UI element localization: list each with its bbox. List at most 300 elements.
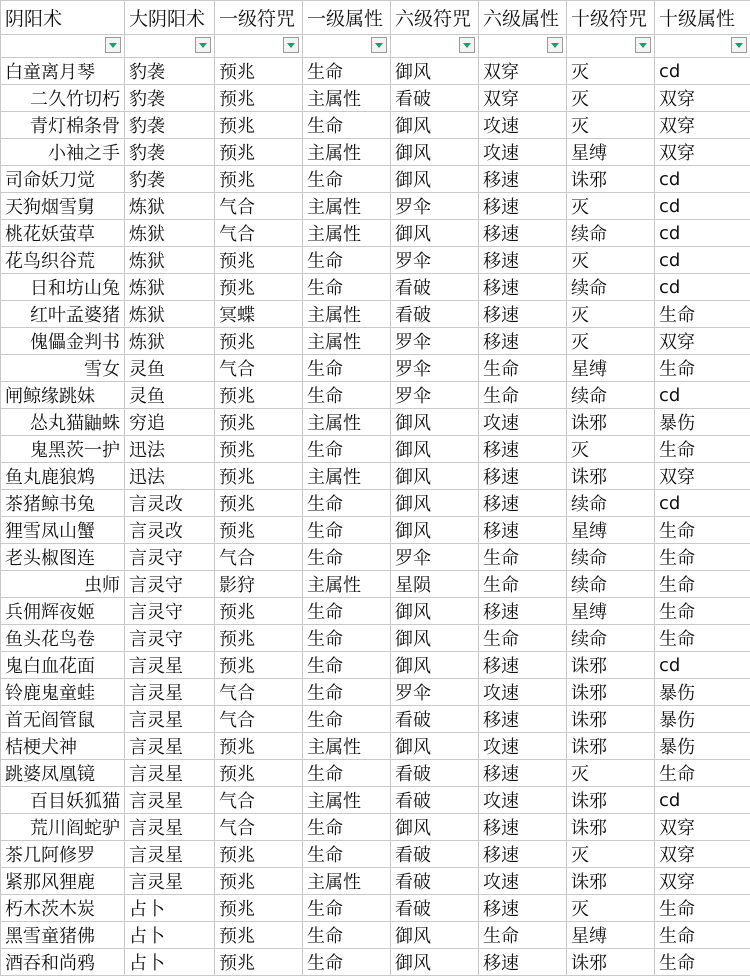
table-cell[interactable]: 言灵改 (125, 517, 215, 544)
table-cell[interactable]: 移速 (479, 247, 567, 274)
name-cell[interactable]: 桔梗犬神 (1, 733, 125, 760)
table-row (1, 787, 750, 814)
table-cell[interactable]: cd (655, 652, 750, 679)
table-cell[interactable]: cd (655, 490, 750, 517)
table-cell[interactable]: 生命 (303, 841, 391, 868)
table-cell[interactable]: 主属性 (303, 139, 391, 166)
table-cell[interactable]: 冥蝶 (215, 301, 303, 328)
table-cell[interactable]: 生命 (303, 436, 391, 463)
header-cell[interactable]: 十级符咒 (567, 1, 655, 35)
header-cell[interactable]: 一级符咒 (215, 1, 303, 35)
table-cell[interactable]: 气合 (215, 814, 303, 841)
table-cell[interactable]: 主属性 (303, 193, 391, 220)
name-cell[interactable]: 桃花妖萤草 (1, 220, 125, 247)
table-cell[interactable]: 御风 (391, 139, 479, 166)
table-cell[interactable]: cd (655, 274, 750, 301)
table-cell[interactable]: 移速 (479, 490, 567, 517)
table-cell[interactable]: 御风 (391, 625, 479, 652)
table-cell[interactable]: 主属性 (303, 787, 391, 814)
table-cell[interactable]: 移速 (479, 706, 567, 733)
table-cell[interactable]: cd (655, 787, 750, 814)
table-cell[interactable]: 生命 (303, 625, 391, 652)
table-cell[interactable]: 诛邪 (567, 814, 655, 841)
table-cell[interactable]: 穷追 (125, 409, 215, 436)
filter-cell (479, 35, 567, 58)
table-cell[interactable]: 占卜 (125, 949, 215, 976)
table-cell[interactable]: cd (655, 220, 750, 247)
table-cell[interactable]: 星陨 (391, 571, 479, 598)
name-cell[interactable]: 兵佣辉夜姬 (1, 598, 125, 625)
table-cell[interactable]: 生命 (303, 112, 391, 139)
table-cell[interactable]: 预兆 (215, 166, 303, 193)
table-cell[interactable]: 预兆 (215, 490, 303, 517)
header-cell[interactable]: 六级属性 (479, 1, 567, 35)
table-cell[interactable]: 诛邪 (567, 868, 655, 895)
table-cell[interactable]: 看破 (391, 841, 479, 868)
table-cell[interactable]: 生命 (303, 706, 391, 733)
table-cell[interactable]: 言灵星 (125, 706, 215, 733)
name-cell[interactable]: 狸雪凤山蟹 (1, 517, 125, 544)
table-cell[interactable]: 御风 (391, 733, 479, 760)
table-cell[interactable]: 御风 (391, 58, 479, 85)
table-cell[interactable]: 预兆 (215, 436, 303, 463)
header-cell[interactable]: 阴阳术 (1, 1, 125, 35)
table-cell[interactable]: 豹袭 (125, 139, 215, 166)
name-cell[interactable]: 小袖之手 (1, 139, 125, 166)
table-cell[interactable]: 双穿 (655, 868, 750, 895)
table-cell[interactable]: 主属性 (303, 220, 391, 247)
table-cell[interactable]: 生命 (655, 949, 750, 976)
table-cell[interactable]: 生命 (479, 922, 567, 949)
table-cell[interactable]: 看破 (391, 787, 479, 814)
table-cell[interactable]: 移速 (479, 436, 567, 463)
table-cell[interactable]: 移速 (479, 814, 567, 841)
header-cell[interactable]: 大阴阳术 (125, 1, 215, 35)
table-cell[interactable]: 灭 (567, 301, 655, 328)
table-cell[interactable]: 灭 (567, 58, 655, 85)
name-cell[interactable]: 茶几阿修罗 (1, 841, 125, 868)
table-cell[interactable]: 预兆 (215, 58, 303, 85)
name-cell[interactable]: 荒川阎蛇驴 (1, 814, 125, 841)
table-cell[interactable]: 双穿 (479, 58, 567, 85)
filter-dropdown-icon[interactable] (371, 37, 387, 53)
table-cell[interactable]: 移速 (479, 193, 567, 220)
table-cell[interactable]: 预兆 (215, 247, 303, 274)
table-cell[interactable]: 移速 (479, 598, 567, 625)
table-cell[interactable]: 灭 (567, 328, 655, 355)
name-cell[interactable]: 傀儡金判书 (1, 328, 125, 355)
table-cell[interactable]: 预兆 (215, 274, 303, 301)
name-cell[interactable]: 天狗烟雪舅 (1, 193, 125, 220)
table-cell[interactable]: 预兆 (215, 85, 303, 112)
table-cell[interactable]: 言灵星 (125, 787, 215, 814)
table-row (1, 220, 750, 247)
table-cell[interactable]: 言灵守 (125, 544, 215, 571)
table-cell[interactable]: 攻速 (479, 733, 567, 760)
table-cell[interactable]: cd (655, 166, 750, 193)
table-row (1, 706, 750, 733)
table-cell[interactable]: 攻速 (479, 112, 567, 139)
table-cell[interactable]: 罗伞 (391, 355, 479, 382)
table-cell[interactable]: 诛邪 (567, 679, 655, 706)
table-cell[interactable]: 看破 (391, 301, 479, 328)
table-cell[interactable]: 暴伤 (655, 733, 750, 760)
table-cell[interactable]: 移速 (479, 517, 567, 544)
table-cell[interactable]: cd (655, 193, 750, 220)
table-cell[interactable]: 生命 (303, 760, 391, 787)
table-cell[interactable]: 灵鱼 (125, 382, 215, 409)
table-cell[interactable]: 星缚 (567, 517, 655, 544)
table-cell[interactable]: 攻速 (479, 868, 567, 895)
table-cell[interactable]: 预兆 (215, 868, 303, 895)
table-cell[interactable]: 生命 (479, 544, 567, 571)
table-row (1, 949, 750, 976)
name-cell[interactable]: 青灯棉条骨 (1, 112, 125, 139)
table-cell[interactable]: 看破 (391, 85, 479, 112)
table-cell[interactable]: 双穿 (655, 463, 750, 490)
table-cell[interactable]: 看破 (391, 760, 479, 787)
table-cell[interactable]: 双穿 (655, 139, 750, 166)
table-cell[interactable]: 御风 (391, 652, 479, 679)
table-cell[interactable]: 迅法 (125, 436, 215, 463)
table-cell[interactable]: 生命 (303, 652, 391, 679)
table-cell[interactable]: 移速 (479, 652, 567, 679)
table-cell[interactable]: 气合 (215, 787, 303, 814)
table-cell[interactable]: 看破 (391, 274, 479, 301)
table-row (1, 814, 750, 841)
table-cell[interactable]: 生命 (303, 544, 391, 571)
table-cell[interactable]: 生命 (303, 814, 391, 841)
table-cell[interactable]: 御风 (391, 436, 479, 463)
table-cell[interactable]: 炼狱 (125, 328, 215, 355)
table-cell[interactable]: 生命 (303, 166, 391, 193)
table-cell[interactable]: 预兆 (215, 733, 303, 760)
table-cell[interactable]: 预兆 (215, 382, 303, 409)
table-cell[interactable]: 言灵星 (125, 868, 215, 895)
table-cell[interactable]: 气合 (215, 706, 303, 733)
table-cell[interactable]: 预兆 (215, 517, 303, 544)
table-cell[interactable]: 御风 (391, 949, 479, 976)
table-cell[interactable]: 灭 (567, 841, 655, 868)
name-cell[interactable]: 花鸟织谷荒 (1, 247, 125, 274)
filter-dropdown-icon[interactable] (635, 37, 651, 53)
table-cell[interactable]: 御风 (391, 220, 479, 247)
table-cell[interactable]: 言灵星 (125, 733, 215, 760)
table-row (1, 382, 750, 409)
table-cell[interactable]: 御风 (391, 166, 479, 193)
table-cell[interactable]: 双穿 (655, 814, 750, 841)
name-cell[interactable]: 雪女 (1, 355, 125, 382)
filter-dropdown-icon[interactable] (105, 37, 121, 53)
table-cell[interactable]: 续命 (567, 274, 655, 301)
table-cell[interactable]: 豹袭 (125, 58, 215, 85)
table-cell[interactable]: 移速 (479, 220, 567, 247)
table-cell[interactable]: 御风 (391, 409, 479, 436)
table-cell[interactable]: 双穿 (655, 85, 750, 112)
table-cell[interactable]: 生命 (303, 274, 391, 301)
table-cell[interactable]: 看破 (391, 895, 479, 922)
table-cell[interactable]: 暴伤 (655, 706, 750, 733)
table-cell[interactable]: 预兆 (215, 112, 303, 139)
table-cell[interactable]: 生命 (655, 895, 750, 922)
name-cell[interactable]: 怂丸猫鼬蛛 (1, 409, 125, 436)
table-cell[interactable]: 暴伤 (655, 409, 750, 436)
table-cell[interactable]: 罗伞 (391, 328, 479, 355)
table-cell[interactable]: 续命 (567, 490, 655, 517)
table-cell[interactable]: 气合 (215, 355, 303, 382)
table-cell[interactable]: 生命 (303, 58, 391, 85)
name-cell[interactable]: 闸鲸缘跳妹 (1, 382, 125, 409)
table-cell[interactable]: 诛邪 (567, 787, 655, 814)
table-cell[interactable]: 御风 (391, 463, 479, 490)
table-cell[interactable]: 预兆 (215, 841, 303, 868)
header-cell[interactable]: 一级属性 (303, 1, 391, 35)
header-row (1, 1, 750, 35)
name-cell[interactable]: 黑雪童猪佛 (1, 922, 125, 949)
name-cell[interactable]: 紧那风狸鹿 (1, 868, 125, 895)
table-cell[interactable]: 主属性 (303, 301, 391, 328)
table-cell[interactable]: 生命 (655, 760, 750, 787)
table-cell[interactable]: 续命 (567, 220, 655, 247)
table-cell[interactable]: 灭 (567, 760, 655, 787)
table-cell[interactable]: 言灵守 (125, 598, 215, 625)
table-cell[interactable]: 续命 (567, 544, 655, 571)
table-cell[interactable]: 御风 (391, 598, 479, 625)
table-row (1, 490, 750, 517)
table-cell[interactable]: 罗伞 (391, 544, 479, 571)
table-cell[interactable]: 预兆 (215, 949, 303, 976)
name-cell[interactable]: 铃鹿鬼童蛙 (1, 679, 125, 706)
table-cell[interactable]: 生命 (479, 355, 567, 382)
table-cell[interactable]: 生命 (655, 355, 750, 382)
table-cell[interactable]: 主属性 (303, 868, 391, 895)
table-cell[interactable]: 主属性 (303, 733, 391, 760)
table-cell[interactable]: 续命 (567, 571, 655, 598)
table-cell[interactable]: 生命 (655, 625, 750, 652)
table-cell[interactable]: 灭 (567, 193, 655, 220)
filter-dropdown-icon[interactable] (731, 37, 747, 53)
table-cell[interactable]: 迅法 (125, 463, 215, 490)
table-cell[interactable]: 生命 (479, 382, 567, 409)
table-cell[interactable]: 生命 (655, 301, 750, 328)
filter-dropdown-icon[interactable] (547, 37, 563, 53)
table-cell[interactable]: 生命 (479, 571, 567, 598)
name-cell[interactable]: 鬼黑茨一护 (1, 436, 125, 463)
table-cell[interactable]: 御风 (391, 490, 479, 517)
table-cell[interactable]: 灭 (567, 895, 655, 922)
table-cell[interactable]: 预兆 (215, 625, 303, 652)
table-cell[interactable]: 生命 (303, 922, 391, 949)
table-cell[interactable]: 生命 (655, 598, 750, 625)
table-cell[interactable]: 生命 (303, 679, 391, 706)
table-cell[interactable]: 暴伤 (655, 679, 750, 706)
table-cell[interactable]: 预兆 (215, 463, 303, 490)
filter-dropdown-icon[interactable] (283, 37, 299, 53)
table-cell[interactable]: 预兆 (215, 409, 303, 436)
table-cell[interactable]: 双穿 (479, 85, 567, 112)
table-cell[interactable]: 生命 (655, 436, 750, 463)
table-cell[interactable]: 生命 (303, 247, 391, 274)
filter-dropdown-icon[interactable] (195, 37, 211, 53)
table-cell[interactable]: 御风 (391, 112, 479, 139)
table-cell[interactable]: 预兆 (215, 922, 303, 949)
table-cell[interactable]: 攻速 (479, 409, 567, 436)
table-cell[interactable]: 双穿 (655, 328, 750, 355)
table-cell[interactable]: 移速 (479, 841, 567, 868)
table-cell[interactable]: 炼狱 (125, 274, 215, 301)
table-cell[interactable]: 移速 (479, 895, 567, 922)
table-cell[interactable]: 攻速 (479, 787, 567, 814)
table-cell[interactable]: 移速 (479, 949, 567, 976)
table-cell[interactable]: 看破 (391, 868, 479, 895)
table-cell[interactable]: 言灵守 (125, 571, 215, 598)
table-cell[interactable]: 罗伞 (391, 193, 479, 220)
name-cell[interactable]: 鬼白血花面 (1, 652, 125, 679)
table-cell[interactable]: 双穿 (655, 112, 750, 139)
name-cell[interactable]: 司命妖刀觉 (1, 166, 125, 193)
table-cell[interactable]: 豹袭 (125, 166, 215, 193)
table-cell[interactable]: 言灵星 (125, 679, 215, 706)
table-cell[interactable]: cd (655, 58, 750, 85)
table-cell[interactable]: 移速 (479, 760, 567, 787)
table-cell[interactable]: 诛邪 (567, 463, 655, 490)
table-cell[interactable]: 言灵改 (125, 490, 215, 517)
table-cell[interactable]: 预兆 (215, 328, 303, 355)
name-cell[interactable]: 红叶孟婆猪 (1, 301, 125, 328)
table-cell[interactable]: 诛邪 (567, 409, 655, 436)
table-cell[interactable]: 预兆 (215, 139, 303, 166)
table-cell[interactable]: 占卜 (125, 895, 215, 922)
table-row (1, 733, 750, 760)
table-cell[interactable]: 御风 (391, 922, 479, 949)
table-cell[interactable]: 生命 (303, 382, 391, 409)
table-cell[interactable]: cd (655, 382, 750, 409)
header-cell[interactable]: 十级属性 (655, 1, 750, 35)
table-cell[interactable]: 灭 (567, 85, 655, 112)
table-cell[interactable]: 移速 (479, 301, 567, 328)
table-cell[interactable]: 主属性 (303, 463, 391, 490)
table-cell[interactable]: 移速 (479, 166, 567, 193)
table-cell[interactable]: cd (655, 247, 750, 274)
table-cell[interactable]: 生命 (655, 544, 750, 571)
table-cell[interactable]: 生命 (655, 517, 750, 544)
table-cell[interactable]: 移速 (479, 328, 567, 355)
table-cell[interactable]: 预兆 (215, 760, 303, 787)
table-cell[interactable]: 炼狱 (125, 220, 215, 247)
table-cell[interactable]: 罗伞 (391, 679, 479, 706)
table-cell[interactable]: 豹袭 (125, 85, 215, 112)
table-cell[interactable]: 豹袭 (125, 112, 215, 139)
table-cell[interactable]: 言灵星 (125, 652, 215, 679)
table-cell[interactable]: 生命 (303, 517, 391, 544)
table-cell[interactable]: 主属性 (303, 409, 391, 436)
table-cell[interactable]: 预兆 (215, 652, 303, 679)
table-row (1, 274, 750, 301)
name-cell[interactable]: 鱼头花鸟卷 (1, 625, 125, 652)
table-cell[interactable]: 看破 (391, 706, 479, 733)
table-cell[interactable]: 言灵守 (125, 625, 215, 652)
table-cell[interactable]: 影狩 (215, 571, 303, 598)
table-cell[interactable]: 生命 (303, 490, 391, 517)
name-cell[interactable]: 日和坊山兔 (1, 274, 125, 301)
table-cell[interactable]: 星缚 (567, 139, 655, 166)
name-cell[interactable]: 百目妖狐猫 (1, 787, 125, 814)
table-cell[interactable]: 主属性 (303, 328, 391, 355)
table-cell[interactable]: 预兆 (215, 895, 303, 922)
table-cell[interactable]: 双穿 (655, 841, 750, 868)
name-cell[interactable]: 虫师 (1, 571, 125, 598)
name-cell[interactable]: 酒吞和尚鸦 (1, 949, 125, 976)
table-cell[interactable]: 续命 (567, 625, 655, 652)
table-cell[interactable]: 气合 (215, 193, 303, 220)
table-cell[interactable]: 御风 (391, 814, 479, 841)
name-cell[interactable]: 白童离月琴 (1, 58, 125, 85)
table-cell[interactable]: 气合 (215, 679, 303, 706)
table-cell[interactable]: 气合 (215, 220, 303, 247)
table-cell[interactable]: 移速 (479, 463, 567, 490)
table-cell[interactable]: 言灵星 (125, 760, 215, 787)
name-cell[interactable]: 茶猪鲸书兔 (1, 490, 125, 517)
table-cell[interactable]: 星缚 (567, 598, 655, 625)
table-cell[interactable]: 罗伞 (391, 247, 479, 274)
name-cell[interactable]: 跳婆凤凰镜 (1, 760, 125, 787)
table-cell[interactable]: 诛邪 (567, 733, 655, 760)
table-cell[interactable]: 炼狱 (125, 193, 215, 220)
table-cell[interactable]: 主属性 (303, 571, 391, 598)
filter-dropdown-icon[interactable] (459, 37, 475, 53)
table-cell[interactable]: 星缚 (567, 922, 655, 949)
table-cell[interactable]: 主属性 (303, 85, 391, 112)
name-cell[interactable]: 首无阎管鼠 (1, 706, 125, 733)
table-cell[interactable]: 攻速 (479, 679, 567, 706)
table-cell[interactable]: 灭 (567, 247, 655, 274)
table-cell[interactable]: 生命 (655, 922, 750, 949)
table-cell[interactable]: 生命 (479, 625, 567, 652)
table-cell[interactable]: 炼狱 (125, 247, 215, 274)
table-cell[interactable]: 续命 (567, 382, 655, 409)
name-cell[interactable]: 老头椒图连 (1, 544, 125, 571)
table-cell[interactable]: 生命 (303, 355, 391, 382)
table-cell[interactable]: 灵鱼 (125, 355, 215, 382)
table-cell[interactable]: 诛邪 (567, 652, 655, 679)
table-cell[interactable]: 占卜 (125, 922, 215, 949)
table-cell[interactable]: 预兆 (215, 598, 303, 625)
name-cell[interactable]: 二久竹切朽 (1, 85, 125, 112)
table-cell[interactable]: 炼狱 (125, 301, 215, 328)
table-cell[interactable]: 诛邪 (567, 166, 655, 193)
name-cell[interactable]: 朽木茨木炭 (1, 895, 125, 922)
table-cell[interactable]: 生命 (303, 895, 391, 922)
table-cell[interactable]: 罗伞 (391, 382, 479, 409)
table-row (1, 922, 750, 949)
table-cell[interactable]: 移速 (479, 274, 567, 301)
table-cell[interactable]: 诛邪 (567, 706, 655, 733)
header-cell[interactable]: 六级符咒 (391, 1, 479, 35)
table-cell[interactable]: 生命 (303, 598, 391, 625)
table-cell[interactable]: 灭 (567, 436, 655, 463)
name-cell[interactable]: 鱼丸鹿狼鸩 (1, 463, 125, 490)
table-cell[interactable]: 诛邪 (567, 949, 655, 976)
table-cell[interactable]: 言灵星 (125, 814, 215, 841)
table-cell[interactable]: 言灵星 (125, 841, 215, 868)
table-cell[interactable]: 生命 (655, 571, 750, 598)
table-cell[interactable]: 气合 (215, 544, 303, 571)
table-cell[interactable]: 生命 (303, 949, 391, 976)
table-cell[interactable]: 攻速 (479, 139, 567, 166)
table-cell[interactable]: 灭 (567, 112, 655, 139)
table-cell[interactable]: 御风 (391, 517, 479, 544)
table-cell[interactable]: 星缚 (567, 355, 655, 382)
